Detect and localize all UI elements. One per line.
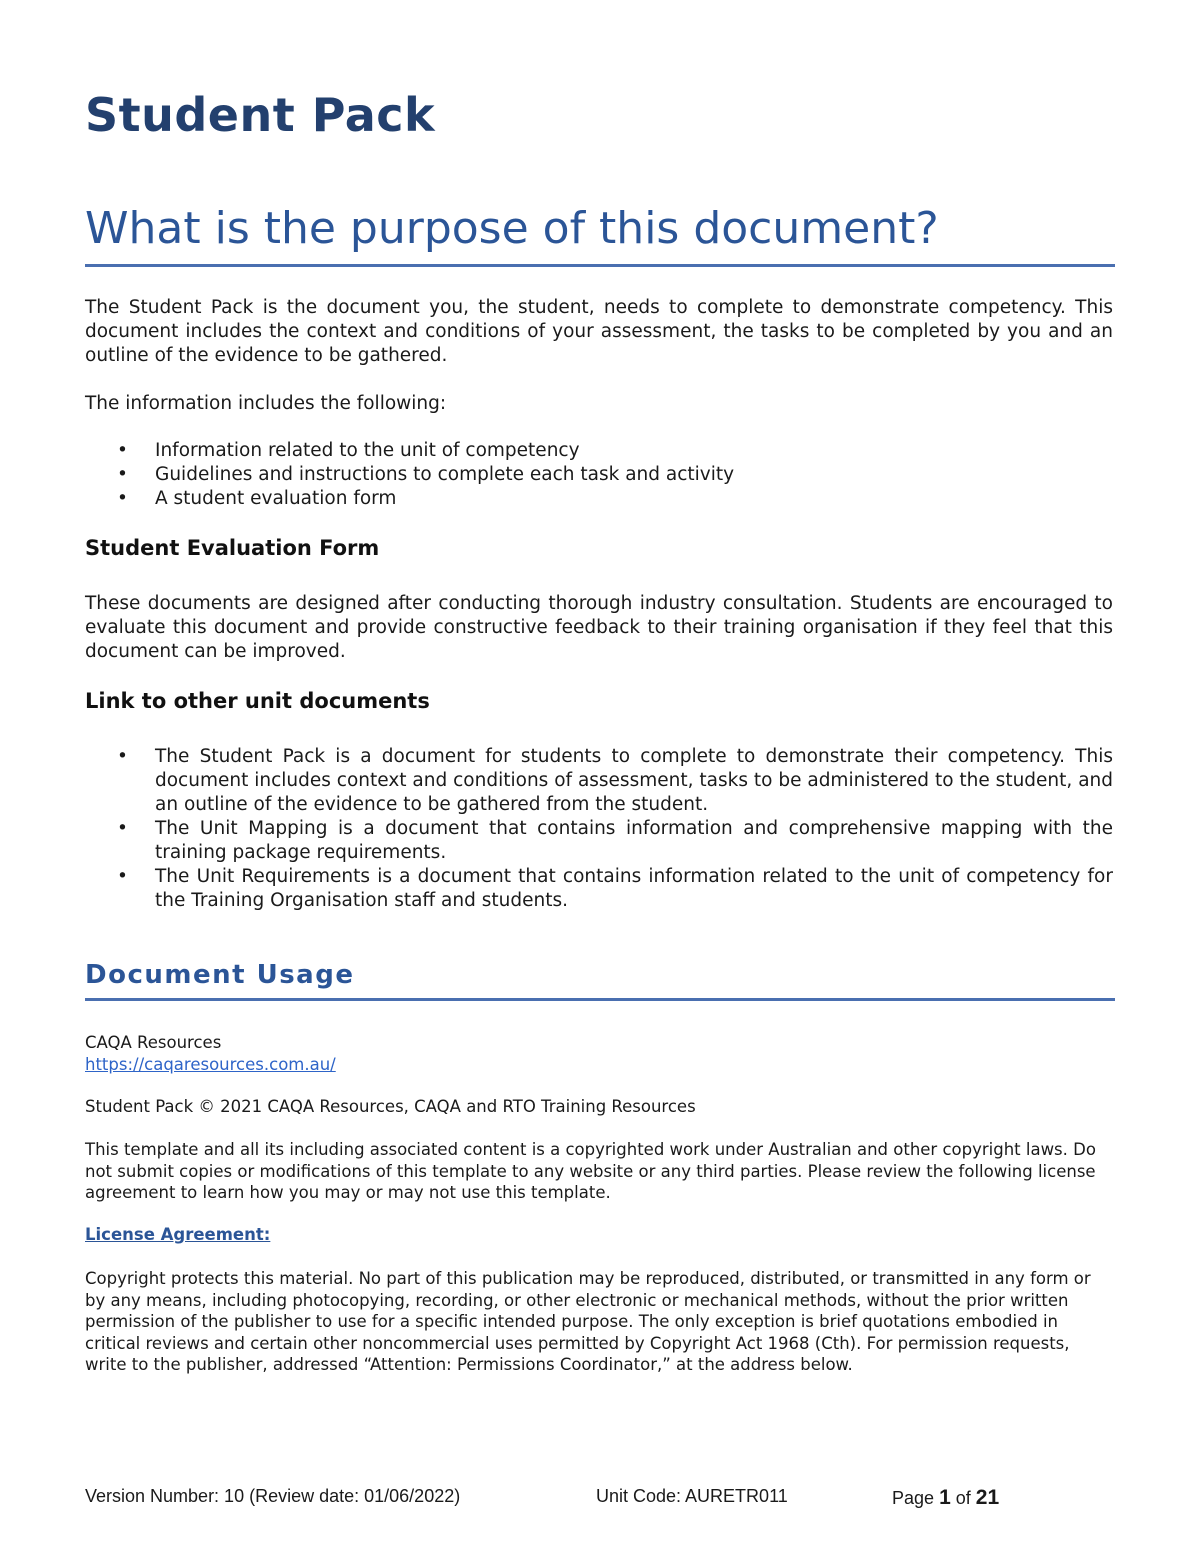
info-list	[85, 439, 1113, 511]
bullet-icon: •	[117, 488, 128, 509]
purpose-heading: What is the purpose of this document?	[85, 203, 939, 254]
list-item: • A student evaluation form	[117, 488, 397, 509]
evaluation-heading: Student Evaluation Form	[85, 536, 380, 560]
usage-heading: Document Usage	[85, 960, 355, 990]
copyright-line: Student Pack © 2021 CAQA Resources, CAQA and RTO Training Resources	[85, 1097, 696, 1116]
links-heading: Link to other unit documents	[85, 689, 430, 713]
footer-page-number: Page 1 of 21	[892, 1486, 1000, 1509]
list-item: • The Unit Mapping is a document that contains information and comprehensive mapping with the training package requirements.	[117, 818, 1113, 863]
org-name: CAQA Resources	[85, 1033, 222, 1052]
license-text: Copyright protects this material. No part of this publication may be reproduced, distributed, or transmitted in any form or by any means, including photocopying, recording, or other electronic or mechanical methods, without the prior written permission of the publisher to use for a specific intended purpose. The only exception is brief quotations embodied in critical reviews and certain other noncommercial uses permitted by Copyright Act 1968 (Cth). For permission requests, write to the publisher, addressed “Attention: Permissions Coordinator,” at the address below.	[85, 1269, 1091, 1374]
evaluation-paragraph: These documents are designed after conducting thorough industry consultation. Students are encouraged to evaluate this document and provide constructive feedback to their training organisation if they feel that this document can be improved.	[85, 593, 1113, 662]
list-item: • The Student Pack is a document for students to complete to demonstrate their competency. This document includes context and conditions of assessment, tasks to be administered to the student, and an outline of the evidence to be gathered from the student.	[117, 746, 1113, 815]
bullet-icon: •	[117, 866, 128, 887]
list-item: • The Unit Requirements is a document that contains information related to the unit of competency for the Training Organisation staff and students.	[117, 866, 1113, 911]
documents-list	[85, 745, 1113, 913]
bullet-icon: •	[117, 746, 128, 767]
purpose-paragraph: The Student Pack is the document you, the student, needs to complete to demonstrate competency. This document includes the context and conditions of your assessment, the tasks to be completed by you and an outline of the evidence to be gathered.	[85, 297, 1113, 366]
footer-unit-code: Unit Code: AURETR011	[596, 1486, 788, 1506]
bullet-icon: •	[117, 440, 128, 461]
bullet-icon: •	[117, 464, 128, 485]
heading-divider	[85, 998, 1115, 1001]
footer-version: Version Number: 10 (Review date: 01/06/2022)	[85, 1486, 461, 1506]
list-item: • Guidelines and instructions to complete each task and activity	[117, 464, 735, 485]
usage-paragraph: This template and all its including associated content is a copyrighted work under Australian and other copyright laws. Do not submit copies or modifications of this template to any website or any third parties. Please review the following license agreement to learn how you may or may not use this template.	[85, 1140, 1096, 1202]
resources-link[interactable]: https://caqaresources.com.au/	[85, 1055, 336, 1074]
info-intro: The information includes the following:	[85, 393, 447, 414]
license-heading[interactable]: License Agreement:	[85, 1225, 271, 1244]
document-title: Student Pack	[85, 88, 436, 142]
bullet-icon: •	[117, 818, 128, 839]
list-item: • Information related to the unit of competency	[117, 440, 580, 461]
heading-divider	[85, 264, 1115, 267]
